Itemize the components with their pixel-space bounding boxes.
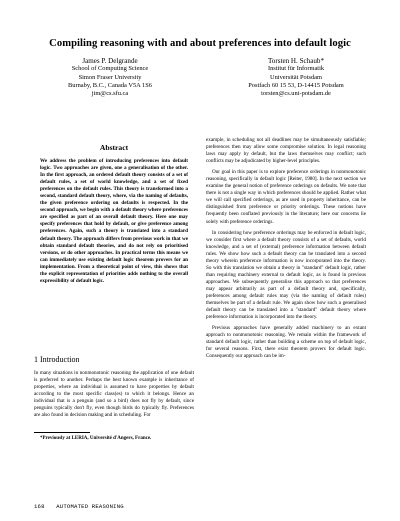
introduction-body [34,370,194,419]
author-block-2 [206,57,386,98]
paper-title: Compiling reasoning with and about preferences into default logic [49,38,351,49]
author-affiliation: School of Computing Science [71,65,149,73]
abstract-body [34,158,194,285]
author-block-1 [20,57,200,98]
author-address: Postfach 60 15 53, D-14415 Potsdam [248,81,344,89]
body-paragraph: Previous approaches have generally added machinery to an extant approach to nonmonotonic reasoning. We remain within the framework of standard default logic, rather than building a scheme on top of default logic, for several reasons. First, there exist theorem provers for default logic. Consequently our approach can be im- [206,325,366,360]
abstract-heading: Abstract [99,143,129,152]
author-affiliation: Universität Potsdam [269,73,322,81]
author-address: Burnaby, B.C., Canada V5A 1S6 [68,81,152,89]
footnote: *Previously at LERIA, Université d'Angers, France. [40,436,152,441]
footnote-rule [34,432,90,433]
abstract-paragraph: We address the problem of introducing preferences into default logic. Two approaches are given, one a generalisation of the other. In the first approach, an ordered default theory consists of a set of default rules, a set of world knowledge, and a set of fixed preferences on the default rules. This theory is transformed into a second, standard default theory, where, via the naming of defaults, the given preference ordering on defaults is respected. In the second approach, we begin with a default theory where preferences are specified as part of an overall default theory. Here one may specify preferences that hold by default, or give preference among preferences. Again, such a theory is translated into a standard default theory. The approach differs from previous work in that we obtain standard default theories, and do not rely on prioritised versions, or do other approaches. In practical terms this means we can immediately use existing default logic theorem provers for an implementation. From a theoretical point of view, this shows that the explicit representation of priorities adds nothing to the overall expressibility of default logic. [40,158,188,284]
author-name: James P. Delgrande [82,57,138,65]
author-email: jim@cs.sfu.ca [91,90,129,98]
right-column [206,137,366,360]
author-affiliation: Simon Fraser University [78,73,142,81]
body-paragraph: example, in scheduling not all deadlines may be simultaneously satisfiable; preferences then may allow some compromise solution. In legal reasoning laws may apply by default, but the laws themselves may conflict; such conflicts may be adjudicated by higher-level principles. [206,137,366,165]
body-paragraph: In considering how preference orderings may be enforced in default logic, we consider first where a default theory consists of a set of defaults, world knowledge, and a set of (external) preference information between default rules. We show how such a default theory can be translated into a second theory wherein preference information is now incorporated into the theory. So with this translation we obtain a theory in "standard" default logic, rather than requiring machinery external to default logic, as is found in previous approaches. We subsequently generalise this approach so that preferences may appear arbitrarily as part of a default theory and, specifically, preferences among default rules may (via the naming of default rules) themselves be part of a default rule. We again show how such a generalised default theory can be translated into a "standard" default theory where preference information is incorporated into the theory. [206,229,366,321]
page-footer [34,503,124,510]
page-number: 168 [34,503,45,510]
author-email: torsten@cs.uni-potsdam.de [261,90,331,98]
author-affiliation: Institut für Informatik [267,65,325,73]
section-heading-introduction: 1 Introduction [34,355,80,364]
author-name: Torsten H. Schaub* [267,57,325,65]
running-title: AUTOMATED REASONING [56,503,124,510]
introduction-paragraph: In many situations in nonmonotonic reasoning the application of one default is preferred to another. Perhaps the best known example is inheritance of properties, where an individual is assumed to have properties by default according to the most specific class(es) to which it belongs. Hence an individual that is a penguin (and so a bird) does not fly by default, since penguins typically don't fly, even though birds do typically fly. Preferences are also found in decision making and in scheduling. For [34,370,194,419]
body-paragraph: Our goal in this paper is to explore preference orderings in nonmonotonic reasoning, specifically in default logic [Reiter, 1980]. In the next section we examine the general notion of preference orderings on defaults. We note that there is not a single way in which preferences should be applied. Rather what we will call specified orderings, as are used in property inheritance, can be distinguished from preference or priority orderings. These notions have frequently been conflated previously in the literature; here our concerns lie solely with preference orderings. [206,169,366,225]
